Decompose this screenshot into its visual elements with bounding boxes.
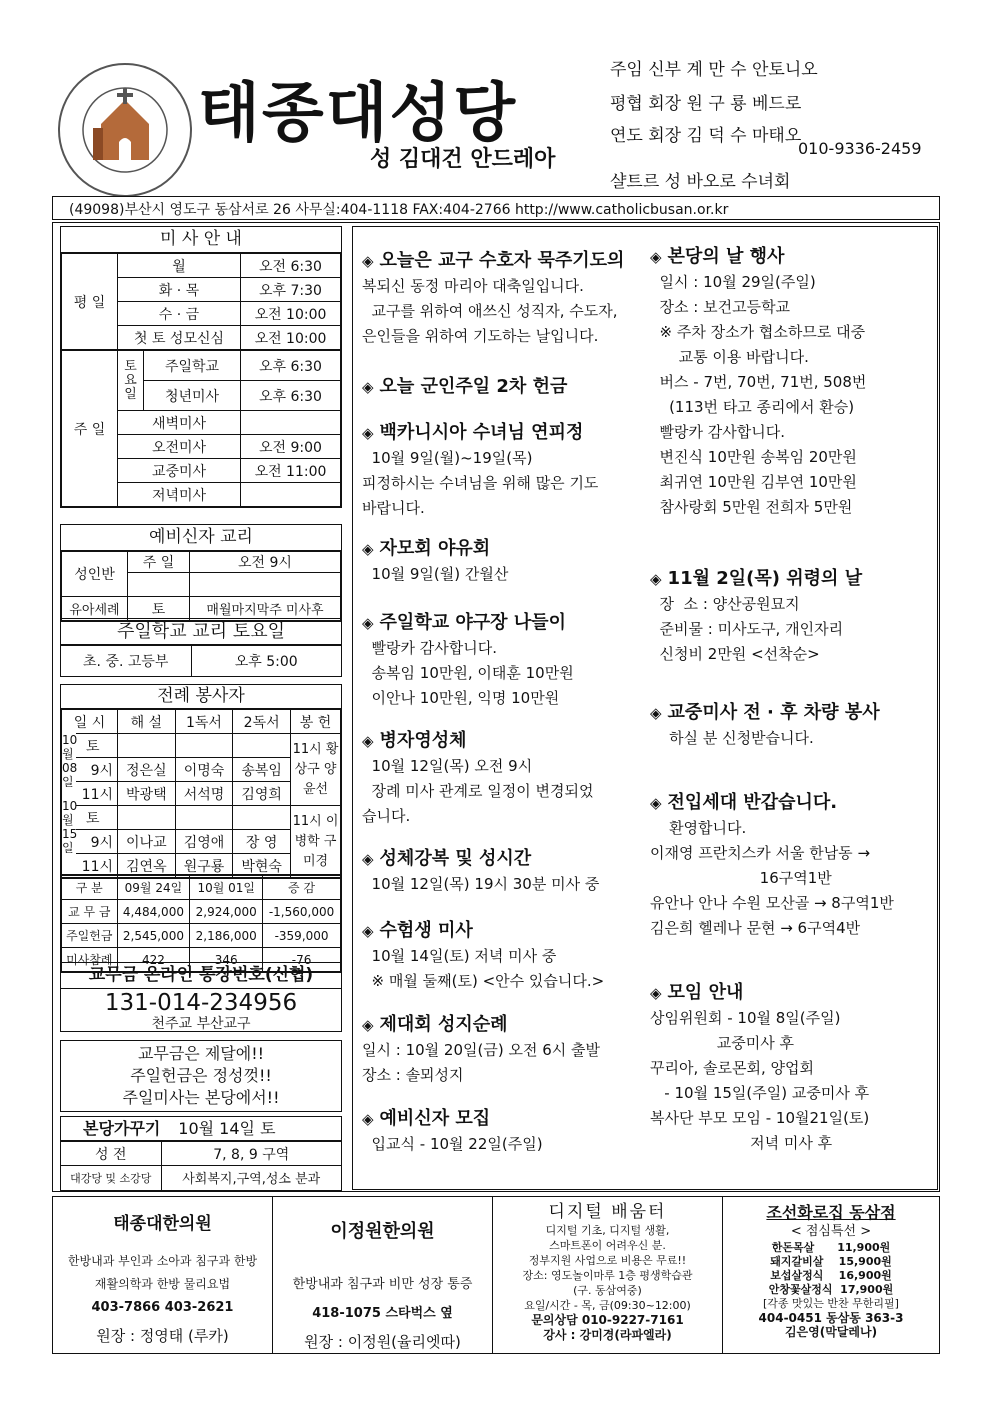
saturday-label: 토요일 <box>118 351 144 411</box>
notice-item <box>362 846 652 897</box>
finance-head: 09월 24일 <box>117 876 190 900</box>
mass-day: 월 <box>118 254 241 278</box>
ad-line: 장소: 영도놀이마루 1층 평생학습관 <box>522 1269 693 1282</box>
notice-item <box>650 790 938 941</box>
notice-title-text: 병자영성체 <box>379 730 467 751</box>
mass-hour: 11시 <box>62 854 118 878</box>
notice-line: 버스 - 7번, 70번, 71번, 508번 <box>650 373 867 391</box>
finance-value: 4,484,000 <box>117 900 190 924</box>
ad-line: < 점심특선 > <box>790 1224 872 1239</box>
mass-time: 오전 10:00 <box>241 326 341 350</box>
diamond-bullet-icon: ◈ <box>650 248 662 266</box>
mass-name: 청년미사 <box>144 381 241 411</box>
notice-line: 10월 14일(토) 저녁 미사 중 <box>362 947 557 965</box>
ad-line: (구. 동삼여중) <box>573 1284 642 1297</box>
mass-title: 미 사 안 내 <box>61 227 341 253</box>
ad-line: 돼지갈비살 15,900원 <box>770 1255 892 1268</box>
finance-head: 구 분 <box>62 876 118 900</box>
finance-delta: -359,000 <box>263 924 341 948</box>
ad-line: 한방내과 침구과 비만 성장 통증 <box>292 1277 473 1292</box>
slogan: 주일미사는 본당에서!! <box>122 1088 280 1107</box>
mass-name: 오전미사 <box>118 435 241 459</box>
mass-name: 교중미사 <box>118 459 241 483</box>
mass-time: 오후 6:30 <box>241 381 341 411</box>
notice-line: ※ 매월 둘째(토) <안수 있습니다.> <box>362 972 605 990</box>
ad-line: 스마트폰이 어려우신 분. <box>549 1239 666 1252</box>
date-week2: 10월15일 <box>62 799 78 855</box>
slogan: 교무금은 제달에!! <box>137 1044 265 1063</box>
col-head: 해 설 <box>118 710 176 734</box>
infant-time: 매월마지막주 미사후 <box>190 597 341 621</box>
notice-item <box>650 244 938 520</box>
notice-title-text: 제대회 성지순례 <box>379 1014 508 1035</box>
notice-title-text: 본당의 날 행사 <box>667 246 785 267</box>
notice-title <box>362 918 652 944</box>
adult-class: 성인반 <box>62 552 128 597</box>
notice-title-text: 수험생 미사 <box>379 920 473 941</box>
notice-line: 유안나 안나 수원 모산골 → 8구역1반 <box>650 894 894 912</box>
mass-hour: 9시 <box>62 830 118 854</box>
notice-line: 10월 12일(목) 오전 9시 <box>362 757 533 775</box>
class-time: 오전 9시 <box>190 552 341 573</box>
diamond-bullet-icon: ◈ <box>362 1016 374 1034</box>
notice-title <box>362 728 652 754</box>
notice-title <box>362 846 652 872</box>
diamond-bullet-icon: ◈ <box>362 732 374 750</box>
ad-line: [각종 맛있는 반찬 무한리필] <box>763 1297 899 1310</box>
mass-time: 오후 7:30 <box>241 278 341 302</box>
notice-title-text: 예비신자 모집 <box>379 1108 491 1129</box>
ad-line: 강사 : 강미경(라파엘라) <box>543 1328 672 1342</box>
finance-head: 증 감 <box>263 876 341 900</box>
notice-line: 일시 : 10월 29일(주일) <box>650 273 816 291</box>
ad-line: 요일/시간 - 목, 금(09:30~12:00) <box>524 1299 691 1312</box>
mass-time: 오전 10:00 <box>241 302 341 326</box>
mass-hour: 9시 <box>62 758 118 782</box>
mass-schedule <box>60 226 342 508</box>
finance-value: 346 <box>190 948 263 972</box>
diamond-bullet-icon: ◈ <box>362 540 374 558</box>
ad-line: 안창꽃살정식 17,900원 <box>768 1283 894 1296</box>
finance-value: 422 <box>117 948 190 972</box>
notice-line: 환영합니다. <box>650 819 747 837</box>
diamond-bullet-icon: ◈ <box>650 794 662 812</box>
staff-phone: 010-9336-2459 <box>798 139 922 158</box>
sunday-school-box <box>60 618 342 677</box>
notice-title <box>362 248 652 274</box>
ad-leejungwon-clinic <box>273 1197 493 1353</box>
notice-title <box>362 420 652 446</box>
notice-item <box>650 566 938 667</box>
notice-line: 장소 : 보건고등학교 <box>650 298 791 316</box>
notice-item <box>362 1106 652 1157</box>
ad-line: 문의상담 010-9227-7161 <box>531 1313 684 1327</box>
diamond-bullet-icon: ◈ <box>362 1110 374 1128</box>
ad-line: 정부지원 사업으로 비용은 무료!! <box>528 1254 687 1267</box>
notice-line: 피정하시는 수녀님을 위해 많은 기도 <box>362 474 599 492</box>
notice-item <box>362 610 652 711</box>
notice-title-text: 자모회 야유회 <box>379 538 491 559</box>
notice-line: - 10월 15일(주일) 교중미사 후 <box>650 1084 870 1102</box>
server: 김연옥 <box>118 854 176 878</box>
notice-item <box>362 374 652 400</box>
server: 박현숙 <box>233 854 291 878</box>
catechism-title: 예비신자 교리 <box>61 525 341 551</box>
diamond-bullet-icon: ◈ <box>650 570 662 588</box>
ad-line: 한방내과 부인과 소아과 침구과 한방 <box>67 1254 258 1268</box>
diamond-bullet-icon: ◈ <box>650 984 662 1002</box>
sat-label: 토 <box>62 806 118 830</box>
weekday-label: 평 일 <box>62 254 118 350</box>
sunday-label: 주 일 <box>62 351 118 507</box>
ad-line: 원장 : 정영태 (루카) <box>96 1327 229 1345</box>
staff-sisters: 샬트르 성 바오로 수녀회 <box>610 172 791 192</box>
notice-line: 빨랑카 감사합니다. <box>362 639 497 657</box>
finance-value: 2,924,000 <box>190 900 263 924</box>
finance-box <box>60 874 342 973</box>
diamond-bullet-icon: ◈ <box>362 424 374 442</box>
address-bar: (49098)부산시 영도구 동삼서로 26 사무실:404-1118 FAX:404-2766 http://www.catholicbusan.or.kr <box>52 196 940 220</box>
ad-line: 보섭살정식 16,900원 <box>770 1269 892 1282</box>
notice-item <box>362 536 652 587</box>
notice-line: 참사랑회 5만원 전희자 5만원 <box>650 498 853 516</box>
ad-taejongdae-clinic <box>53 1197 273 1353</box>
notice-title-text: 오늘은 교구 수호자 묵주기도의 <box>379 250 625 271</box>
online-title: 교무금 온라인 통장번호(신협) <box>61 963 341 989</box>
col-head: 봉 헌 <box>291 710 341 734</box>
diamond-bullet-icon: ◈ <box>362 614 374 632</box>
notice-title-text: 백카니시아 수녀님 연피정 <box>379 422 584 443</box>
finance-head: 10월 01일 <box>190 876 263 900</box>
notice-title <box>362 1012 652 1038</box>
notice-line: 변진식 10만원 송복임 20만원 <box>650 448 857 466</box>
server: 김영애 <box>175 830 233 854</box>
mass-day: 화 · 목 <box>118 278 241 302</box>
ads-bar <box>52 1196 940 1354</box>
notice-line: 은인들을 위하여 기도하는 날입니다. <box>362 327 599 345</box>
notice-title <box>362 610 652 636</box>
mass-time: 오전 9:00 <box>241 435 341 459</box>
notice-line: (113번 타고 종리에서 환승) <box>650 398 855 416</box>
notice-item <box>362 420 652 521</box>
notice-title <box>650 980 938 1006</box>
diamond-bullet-icon: ◈ <box>650 704 662 722</box>
notice-item <box>650 700 938 751</box>
notice-line: 꾸리아, 솔로몬회, 양업회 <box>650 1059 814 1077</box>
server: 김영희 <box>233 782 291 806</box>
decor-date: 10월 14일 토 <box>178 1119 276 1138</box>
mass-time <box>241 411 341 435</box>
mass-name: 새벽미사 <box>118 411 241 435</box>
notice-line: 교중미사 후 <box>650 1034 794 1052</box>
notice-line: 장소 : 솔뫼성지 <box>362 1066 464 1084</box>
notice-item <box>362 248 652 349</box>
notice-line: 습니다. <box>362 807 411 825</box>
class-day: 주 일 <box>128 552 190 573</box>
diamond-bullet-icon: ◈ <box>362 850 374 868</box>
notice-line: 복사단 부모 모임 - 10월21일(토) <box>650 1109 870 1127</box>
ad-title: 이정원한의원 <box>330 1221 435 1242</box>
notice-title-text: 주일학교 야구장 나들이 <box>379 612 566 633</box>
diamond-bullet-icon: ◈ <box>362 922 374 940</box>
server: 정은실 <box>118 758 176 782</box>
notice-title <box>362 374 652 400</box>
sunday-school-title: 주일학교 교리 토요일 <box>61 619 341 645</box>
notice-line: 이안나 10만원, 익명 10만원 <box>362 689 560 707</box>
notice-title <box>362 1106 652 1132</box>
date-week1: 10월08일 <box>62 733 78 789</box>
ad-line: 재활의학과 한방 물리요법 <box>94 1277 231 1291</box>
server: 서석명 <box>175 782 233 806</box>
notice-line: 빨랑카 감사합니다. <box>650 423 785 441</box>
staff-pastor: 주임 신부 계 만 수 안토니오 <box>610 60 818 80</box>
ad-line: 김은영(막달레나) <box>784 1325 878 1339</box>
finance-label: 주일헌금 <box>62 924 118 948</box>
server: 송복임 <box>233 758 291 782</box>
server: 이나교 <box>118 830 176 854</box>
notice-line: 최귀연 10만원 김부연 10만원 <box>650 473 857 491</box>
church-name: 태종대성당 <box>198 77 518 151</box>
notice-line: 저녁 미사 후 <box>650 1134 833 1152</box>
ad-title: 태종대한의원 <box>113 1214 212 1234</box>
account-holder: 천주교 부산교구 <box>151 1016 251 1032</box>
liturgy-title: 전례 봉사자 <box>61 685 341 709</box>
decor-title: 본당가꾸기 <box>83 1119 161 1138</box>
notice-line: 교구를 위하여 애쓰신 성직자, 수도자, <box>362 302 618 320</box>
mass-time: 오후 6:30 <box>241 351 341 381</box>
notice-line: 입교식 - 10월 22일(주일) <box>362 1135 543 1153</box>
online-account-box <box>60 962 342 1032</box>
notice-title <box>650 566 938 592</box>
notice-line: 이재영 프란치스카 서울 한남동 → <box>650 844 871 862</box>
patron-saint: 성 김대건 안드레아 <box>370 147 556 172</box>
notice-title-text: 오늘 군인주일 2차 헌금 <box>379 376 568 397</box>
notice-line: 상임위원회 - 10월 8일(주일) <box>650 1009 841 1027</box>
mass-time: 오전 11:00 <box>241 459 341 483</box>
ad-digital-center <box>493 1197 723 1353</box>
decor-area: 대강당 및 소강당 <box>61 1166 161 1190</box>
server: 장 영 <box>233 830 291 854</box>
finance-delta: -76 <box>263 948 341 972</box>
ad-line: 원장 : 이정원(율리엣따) <box>304 1333 461 1351</box>
infant-day: 토 <box>128 597 190 621</box>
notice-title <box>650 790 938 816</box>
notice-line: 10월 9일(월) 간월산 <box>362 565 509 583</box>
mass-name: 저녁미사 <box>118 483 241 507</box>
col-head: 2독서 <box>233 710 291 734</box>
notice-line: 신청비 2만원 <선착순> <box>650 645 820 663</box>
notice-line: 김은희 헬레나 문현 → 6구역4반 <box>650 919 861 937</box>
server: 이명숙 <box>175 758 233 782</box>
server: 박광택 <box>118 782 176 806</box>
notice-line: 복되신 동정 마리아 대축일입니다. <box>362 277 584 295</box>
mass-hour: 11시 <box>62 782 118 806</box>
notice-title-text: 교중미사 전 · 후 차량 봉사 <box>667 702 880 723</box>
notice-line: 10월 12일(목) 19시 30분 미사 중 <box>362 875 600 893</box>
mass-time: 오전 6:30 <box>241 254 341 278</box>
notice-item <box>362 728 652 829</box>
notice-title-text: 모임 안내 <box>667 982 744 1003</box>
school-time: 오후 5:00 <box>191 646 341 676</box>
slogan: 주일헌금은 정성껏!! <box>130 1066 272 1085</box>
server: 원구룡 <box>175 854 233 878</box>
col-head: 1독서 <box>175 710 233 734</box>
mass-day: 첫 토 성모신심 <box>118 326 241 350</box>
notice-item <box>362 1012 652 1088</box>
church-logo-icon <box>55 60 195 200</box>
infant-baptism: 유아세례 <box>62 597 128 621</box>
notice-item <box>362 918 652 994</box>
ad-line: 403-7866 403-2621 <box>91 1300 234 1315</box>
finance-value: 2,186,000 <box>190 924 263 948</box>
notice-line: 바랍니다. <box>362 499 425 517</box>
slogans-box <box>60 1040 342 1112</box>
decor-groups: 7, 8, 9 구역 <box>161 1142 341 1166</box>
mass-day: 수 · 금 <box>118 302 241 326</box>
finance-label: 미사참례 <box>62 948 118 972</box>
offering-servers: 11시 황상구 양윤선 <box>291 734 341 806</box>
staff-yeondo: 연도 회장 김 덕 수 마태오 <box>610 126 802 146</box>
ad-line: 디지털 기초, 디지털 생활, <box>545 1224 670 1237</box>
ad-bbq-restaurant <box>723 1197 939 1353</box>
notice-title <box>650 244 938 270</box>
notice-line: 일시 : 10월 20일(금) 오전 6시 출발 <box>362 1041 600 1059</box>
notice-title-text: 전입세대 반갑습니다. <box>667 792 838 813</box>
finance-delta: -1,560,000 <box>263 900 341 924</box>
notice-title <box>650 700 938 726</box>
notice-item <box>650 980 938 1156</box>
liturgy-box <box>60 684 342 879</box>
notice-line: 준비물 : 미사도구, 개인자리 <box>650 620 844 638</box>
ad-line: 418-1075 스타벅스 옆 <box>312 1306 453 1321</box>
ad-title: 조선화로집 동삼점 <box>766 1203 896 1222</box>
mass-name: 주일학교 <box>144 351 241 381</box>
col-head: 일 시 <box>62 710 118 734</box>
notice-line: 교통 이용 바랍니다. <box>650 348 809 366</box>
notice-title <box>362 536 652 562</box>
notice-line: 10월 9일(월)~19일(목) <box>362 449 533 467</box>
notice-line: ※ 주차 장소가 협소하므로 대중 <box>650 323 866 341</box>
notice-title-text: 성체강복 및 성시간 <box>379 848 532 869</box>
catechism-box <box>60 524 342 622</box>
ad-title: 디지털 배움터 <box>548 1202 667 1222</box>
school-grades: 초. 중. 고등부 <box>61 646 191 676</box>
offering-servers: 11시 이병학 구미경 <box>291 806 341 878</box>
notice-line: 장 소 : 양산공원묘지 <box>650 595 800 613</box>
decor-groups: 사회복지,구역,성소 분과 <box>161 1166 341 1190</box>
diamond-bullet-icon: ◈ <box>362 378 374 396</box>
notice-title-text: 11월 2일(목) 위령의 날 <box>667 568 863 589</box>
ad-line: 한돈목살 11,900원 <box>771 1241 891 1254</box>
decor-area: 성 전 <box>61 1142 161 1166</box>
account-number: 131-014-234956 <box>104 990 298 1016</box>
staff-council: 평협 회장 원 구 룡 베드로 <box>610 94 802 114</box>
finance-label: 교 무 금 <box>62 900 118 924</box>
sat-label: 토 <box>62 734 118 758</box>
diamond-bullet-icon: ◈ <box>362 252 374 270</box>
notice-line: 하실 분 신청받습니다. <box>650 729 814 747</box>
decoration-box <box>60 1116 342 1191</box>
ad-line: 404-0451 동삼동 363-3 <box>758 1311 904 1325</box>
notice-line: 송복임 10만원, 이태훈 10만원 <box>362 664 574 682</box>
finance-value: 2,545,000 <box>117 924 190 948</box>
notice-line: 장례 미사 관계로 일정이 변경되었 <box>362 782 594 800</box>
mass-time <box>241 483 341 507</box>
notice-line: 16구역1반 <box>650 869 832 887</box>
